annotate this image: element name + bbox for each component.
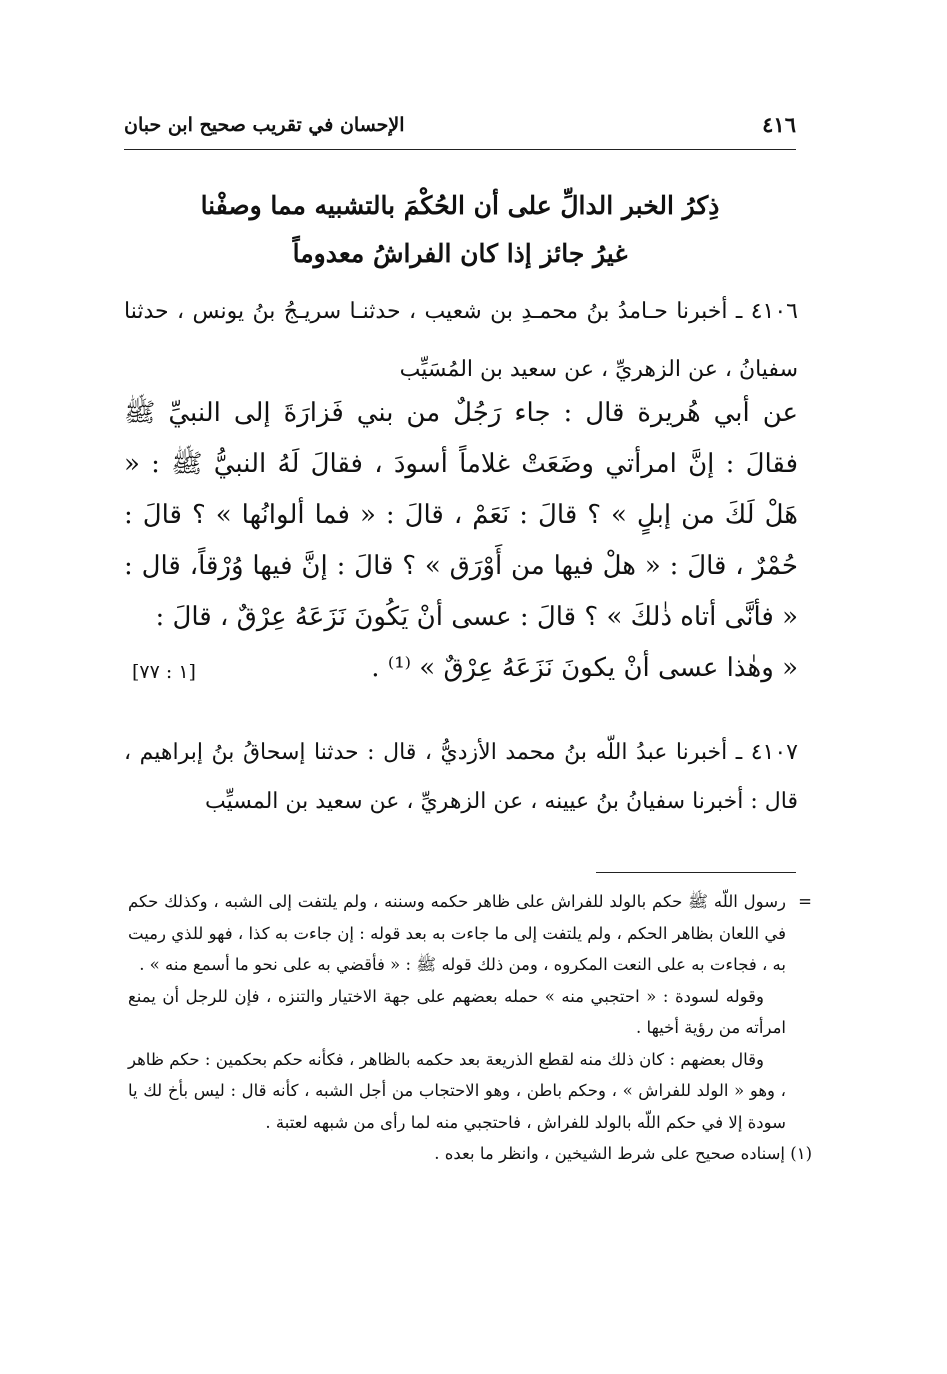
- footnote-paragraph-1: رسول اللّه ﷺ حكم بالولد للفراش على ظاهر حكمه وسننه ، ولم يلتفت إلى الشبه ، وكذلك حكم في اللعان بظاهر الحكم ، ولم يلتفت إلى ما جاءت به بعد قوله : إن جاءت به كذا ، فهو للذي رميت به ، فجاءت به على النعت المكروه ، ومن ذلك قوله ﷺ : « فأقضي به على نحو ما أسمع منه » .: [128, 892, 786, 974]
- footnote-paragraph-3: وقال بعضهم : كان ذلك منه لقطع الذريعة بعد حكمه بالظاهر ، فكأنه حكم بحكمين : حكم ظاهر ، وهو « الولد للفراش » ، وحكم باطن ، وهو الاحتجاب من أجل الشبه ، كأنه قال : ليس بأخ لك يا سودة إلا في حكم اللّه بالولد للفراش ، فاحتجبي منه لما رأى من شبهه لعتبة .: [128, 1049, 786, 1132]
- page-header: [124, 112, 796, 148]
- hadith-reference: [١ : ٧٧]: [132, 661, 196, 683]
- hadith-4106-isnad: [124, 283, 798, 399]
- chapter-heading: [124, 182, 796, 278]
- footnotes: [128, 886, 812, 1170]
- chapter-heading-line-2: غيرُ جائز إذا كان الفراشُ معدوماً: [292, 239, 628, 268]
- running-title: الإحسان في تقريب صحيح ابن حبان: [124, 114, 405, 136]
- matn-text: عن أبي هُريرة قال : جاء رَجُلٌ من بني فَزارَةَ إلى النبيِّ ﷺ فقالَ : إنَّ امرأتي وضَعَتْ غلاماً أسودَ ، فقالَ لَهُ النبيُّ ﷺ : « هَلْ لَكَ من إبلٍ » ؟ قالَ : نَعَمْ ، قالَ : « فما ألوانُها » ؟ قالَ : حُمْرٌ ، قالَ : « هلْ فيها من أَوْرَق » ؟ قالَ : إنَّ فيها وُرْقاً، قال : « فأنَّى أتاه ذٰلكَ » ؟ قالَ : عسى أنْ يَكُونَ نَزَعَهُ عِرْقٌ ، قالَ :: [124, 398, 798, 632]
- matn-final-line: [124, 643, 798, 694]
- footnote-paragraph-2: وقوله لسودة : « احتجبي منه » حمله بعضهم على جهة الاختيار والتنزه ، فإن للرجل أن يمنع امرأته من رؤية أخيها .: [128, 986, 786, 1037]
- header-rule: [124, 149, 796, 150]
- isnad-text: ٤١٠٧ ـ أخبرنا عبدُ اللّه بنُ محمد الأزديُّ ، قال : حدثنا إسحاقُ بنُ إبراهيم ، قال : أخبرنا سفيانُ بنُ عيينه ، عن الزهريِّ ، عن سعيد بن المسيِّب: [124, 740, 798, 814]
- page-number: ٤١٦: [762, 112, 796, 137]
- footnote-continuation: [128, 886, 812, 981]
- isnad-text: ٤١٠٦ ـ أخبرنا حـامدُ بنُ محمـدِ بن شعيب ، حدثنـا سريـجُ بنُ يونس ، حدثنا سفيانُ ، عن الزهريِّ ، عن سعيد بن المُسَيِّب: [124, 299, 798, 382]
- footnote-1: (١) إسناده صحيح على شرط الشيخين ، وانظر ما بعده .: [434, 1144, 812, 1163]
- footnote-separator: [596, 872, 796, 873]
- hadith-4107-isnad: [124, 728, 798, 826]
- chapter-heading-line-1: ذِكرُ الخبر الدالِّ على أن الحُكْمَ بالتشبيه مما وصفْنا: [200, 191, 720, 220]
- continuation-mark: =: [798, 892, 812, 911]
- matn-last-line: « وهٰذا عسى أنْ يكونَ نَزَعَهُ عِرْقٌ » ⁽¹⁾ .: [371, 653, 798, 683]
- hadith-4106-matn: [124, 388, 798, 694]
